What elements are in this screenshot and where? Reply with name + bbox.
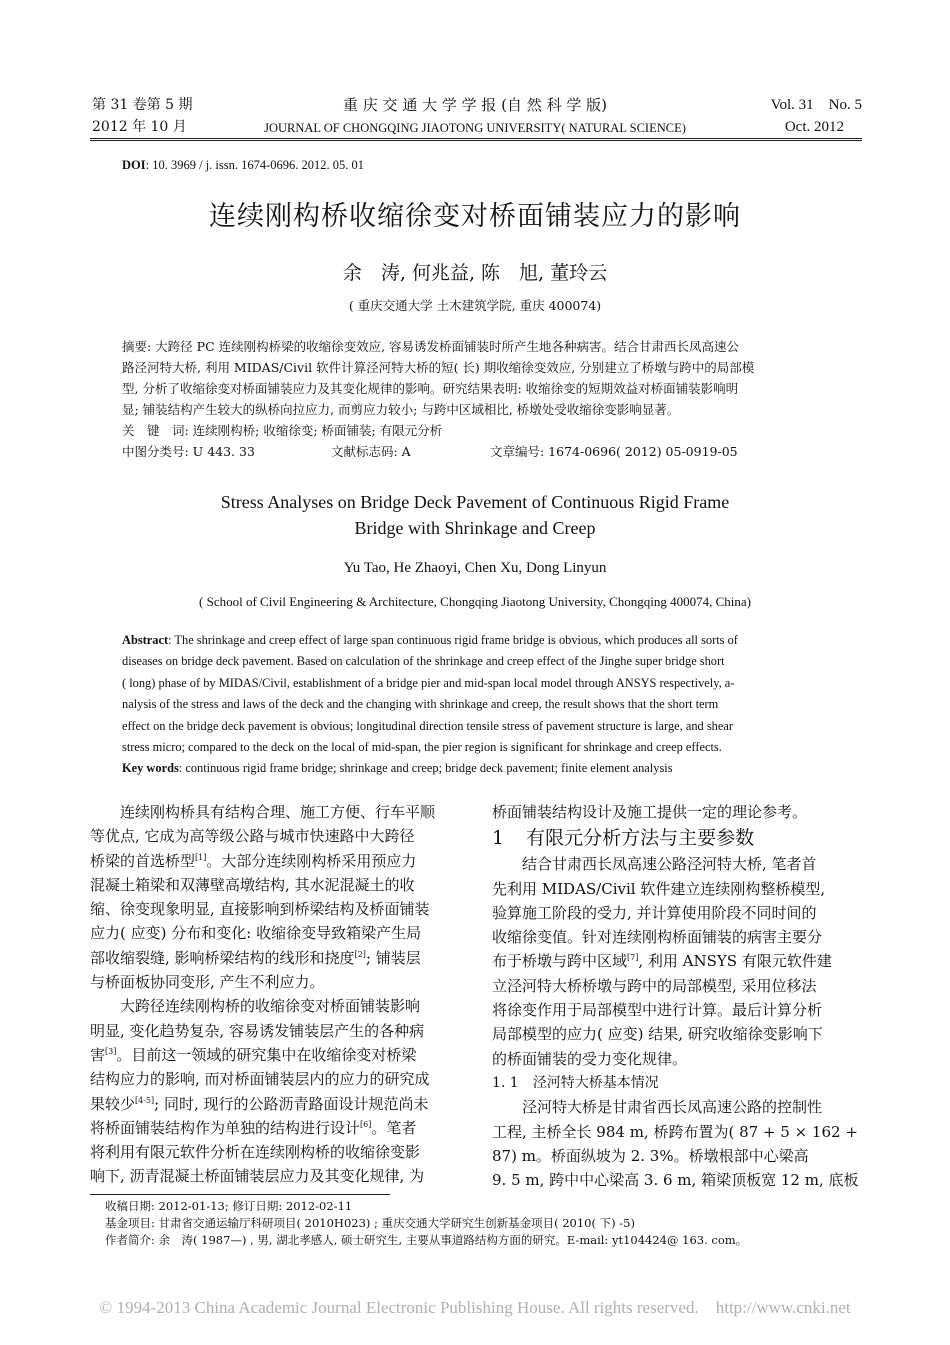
- abstract-en-line: stress micro; compared to the deck on the local of mid-span, the pier region is significant for shrinkage and creep effects.: [122, 740, 722, 755]
- left-p1-line: 应力( 应变) 分布和变化: 收缩徐变导致箱梁产生局: [90, 924, 422, 943]
- right-p2-line: 工程, 主桥全长 984 m, 桥跨布置为( 87 + 5 × 162 +: [492, 1122, 858, 1141]
- abstract-cn-line: 显; 铺装结构产生较大的纵桥向拉应力, 而剪应力较小; 与跨中区域相比, 桥墩处受收缩徐变影响显著。: [122, 402, 680, 417]
- authors-en: Yu Tao, He Zhaoyi, Chen Xu, Dong Linyun: [343, 560, 607, 576]
- section-1-title: 有限元分析方法与主要参数: [526, 827, 755, 850]
- abstract-cn-line: 路泾河特大桥, 利用 MIDAS/Civil 软件计算泾河特大桥的短( 长) 期收缩徐变效应, 分别建立了桥墩与跨中的局部模: [122, 360, 755, 375]
- footnote-received: 收稿日期: 2012-01-13; 修订日期: 2012-02-11: [105, 1199, 353, 1213]
- left-p1-line: 与桥面板协同变形, 产生不利应力。: [90, 973, 325, 992]
- body-left-column: [90, 800, 460, 1189]
- footnote-funding: 基金项目: 甘肃省交通运输厅科研项目( 2010H023) ; 重庆交通大学研究生创新基金项目( 2010( 下) -5): [105, 1216, 635, 1230]
- left-p2-line: 大跨径连续刚构桥的收缩徐变对桥面铺装影响: [120, 997, 421, 1016]
- abstract-cn: [122, 336, 842, 441]
- abstract-en-line: Abstract: The shrinkage and creep effect of large span continuous rigid frame bridge is obvious, which produces all sorts of: [122, 633, 738, 647]
- header-rule-2: [90, 140, 862, 141]
- doi: [122, 158, 364, 173]
- footnotes: [105, 1198, 865, 1249]
- header-volume-cn: 第 31 卷第 5 期: [92, 97, 193, 113]
- left-p1-line: 桥梁的首选桥型[1]。大部分连续刚构桥采用预应力: [90, 851, 417, 870]
- header-date-cn: 2012 年 10 月: [92, 119, 187, 135]
- right-p1-line: 先利用 MIDAS/Civil 软件建立连续刚构整桥模型,: [492, 879, 826, 898]
- right-p1-line: 的桥面铺装的受力变化规律。: [492, 1049, 688, 1068]
- body-right-column: [492, 800, 862, 1192]
- doi-value: : 10. 3969 / j. issn. 1674-0696. 2012. 05. 01: [145, 158, 365, 172]
- affiliation-cn: ( 重庆交通大学 土木建筑学院, 重庆 400074): [348, 298, 602, 313]
- citation: [4-5]: [135, 1095, 155, 1105]
- left-p1-line: 等优点, 它成为高等级公路与城市快速路中大跨径: [90, 827, 415, 846]
- left-p2-line: 将利用有限元软件分析在连续刚构桥的收缩徐变影: [90, 1143, 421, 1162]
- section-1-number: 1: [492, 827, 505, 850]
- right-p1-line: 布于桥墩与跨中区域[7], 利用 ANSYS 有限元软件建: [492, 952, 832, 971]
- left-p1-line: 缩、徐变现象明显, 直接影响到桥梁结构及桥面铺装: [90, 900, 430, 919]
- keywords-cn: 关 键 词: 连续刚构桥; 收缩徐变; 桥面铺装; 有限元分析: [122, 423, 443, 438]
- abstract-en: [122, 630, 842, 780]
- citation: [7]: [627, 953, 639, 963]
- left-p2-line: 害[3]。目前这一领域的研究集中在收缩徐变对桥梁: [90, 1045, 417, 1064]
- left-p2-line: 将桥面铺装结构作为单独的结构进行设计[6]。笔者: [90, 1118, 417, 1137]
- right-p1-line: 立泾河特大桥桥墩与跨中的局部模型, 采用位移法: [492, 976, 817, 995]
- right-p1-line: 收缩徐变值。针对连续刚构桥面铺装的病害主要分: [492, 928, 823, 947]
- affiliation-en: ( School of Civil Engineering & Architecture, Chongqing Jiaotong University, Chongqing 400074, China): [199, 594, 751, 609]
- left-p2-line: 明显, 变化趋势复杂, 容易诱发铺装层产生的各种病: [90, 1021, 425, 1040]
- keywords-en-label: Key words: [122, 761, 179, 776]
- header-date-en: Oct. 2012: [784, 119, 844, 135]
- abstract-en-line: diseases on bridge deck pavement. Based on calculation of the shrinkage and creep effect of the Jinghe super bridge short: [122, 654, 725, 669]
- header-journal-cn: 重 庆 交 通 大 学 学 报 (自 然 科 学 版): [343, 96, 607, 114]
- footnote-author: 作者简介: 余 涛( 1987—) , 男, 湖北孝感人, 硕士研究生, 主要从事道路结构方面的研究。E-mail: yt104424@ 163. com。: [105, 1233, 748, 1247]
- citation: [3]: [105, 1046, 117, 1056]
- left-p2-line: 结构应力的影响, 而对桥面铺装层内的应力的研究成: [90, 1070, 430, 1089]
- header-rule: [90, 138, 862, 139]
- abstract-cn-line: 摘要: 大跨径 PC 连续刚构桥梁的收缩徐变效应, 容易诱发桥面铺装时所产生地各种病害。结合甘肃西长凤高速公: [122, 339, 740, 354]
- citation: [2]: [354, 949, 366, 959]
- right-p2-line: 87) m。桥面纵坡为 2. 3%。桥墩根部中心梁高: [492, 1146, 809, 1165]
- left-p1-line: 部收缩裂缝, 影响桥梁结构的线形和挠度[2]; 铺装层: [90, 948, 421, 967]
- right-p2-line: 9. 5 m, 跨中中心梁高 3. 6 m, 箱梁顶板宽 12 m, 底板: [492, 1171, 859, 1190]
- section-1-heading: [492, 824, 862, 852]
- title-cn: 连续刚构桥收缩徐变对桥面铺装应力的影响: [209, 201, 741, 232]
- abstract-en-line: effect on the bridge deck pavement is obvious; longitudinal direction tensile stress of pavement structure is large, and shear: [122, 718, 733, 733]
- abstract-en-line: ( long) phase of by MIDAS/Civil, establishment of a bridge pier and mid-span local model through ANSYS respectively, a-: [122, 675, 735, 690]
- header-volume-en: Vol. 31 No. 5: [770, 97, 862, 113]
- title-en-line: Stress Analyses on Bridge Deck Pavement of Continuous Rigid Frame: [220, 492, 730, 512]
- class-number-cn: 中图分类号: U 443. 33: [122, 444, 255, 459]
- abstract-en-line: nalysis of the stress and laws of the deck and the changing with shrinkage and creep, the result shows that the short term: [122, 697, 719, 712]
- right-continuation: 桥面铺装结构设计及施工提供一定的理论参考。: [492, 803, 808, 821]
- right-p2-line: 泾河特大桥是甘肃省西长凤高速公路的控制性: [522, 1098, 823, 1117]
- left-p1-line: 混凝土箱梁和双薄壁高墩结构, 其水泥混凝土的收: [90, 875, 415, 894]
- title-en-line: Bridge with Shrinkage and Creep: [354, 518, 596, 538]
- article-number-cn: 文章编号: 1674-0696( 2012) 05-0919-05: [490, 444, 738, 459]
- citation: [1]: [195, 852, 207, 862]
- keywords-en: Key words: continuous rigid frame bridge; shrinkage and creep; bridge deck pavement; finite element analysis: [122, 761, 673, 776]
- subsection-1-1-heading: 1. 1 泾河特大桥基本情况: [492, 1074, 659, 1091]
- left-p2-line: 响下, 沥青混凝土桥面铺装层应力及其变化规律, 为: [90, 1167, 425, 1186]
- citation: [6]: [360, 1119, 372, 1129]
- right-p1-line: 验算施工阶段的受力, 并计算使用阶段不同时间的: [492, 903, 817, 922]
- left-p1-line: 连续刚构桥具有结构合理、施工方便、行车平顺: [120, 803, 436, 821]
- right-p1-line: 结合甘肃西长凤高速公路泾河特大桥, 笔者首: [522, 855, 817, 874]
- right-p1-line: 将徐变作用于局部模型中进行计算。最后计算分析: [492, 1001, 823, 1020]
- authors-cn: 余 涛, 何兆益, 陈 旭, 董玲云: [342, 262, 608, 284]
- doi-label: DOI: [122, 158, 146, 172]
- document-mark-cn: 文献标志码: A: [331, 444, 411, 459]
- left-p2-line: 果较少[4-5]; 同时, 现行的公路沥青路面设计规范尚未: [90, 1094, 429, 1113]
- footnote-rule: [90, 1194, 390, 1195]
- abstract-cn-line: 型, 分析了收缩徐变对桥面铺装应力及其变化规律的影响。研究结果表明: 收缩徐变的短期效益对桥面铺装影响明: [122, 381, 739, 396]
- abstract-en-label: Abstract: [122, 633, 169, 647]
- title-en: [0, 489, 950, 541]
- right-p1-line: 局部模型的应力( 应变) 结果, 研究收缩徐变影响下: [492, 1025, 823, 1044]
- copyright-watermark: © 1994-2013 China Academic Journal Electronic Publishing House. All rights reserved. http://www.cnki.net: [99, 1298, 851, 1317]
- header-journal-en: JOURNAL OF CHONGQING JIAOTONG UNIVERSITY( NATURAL SCIENCE): [264, 121, 686, 135]
